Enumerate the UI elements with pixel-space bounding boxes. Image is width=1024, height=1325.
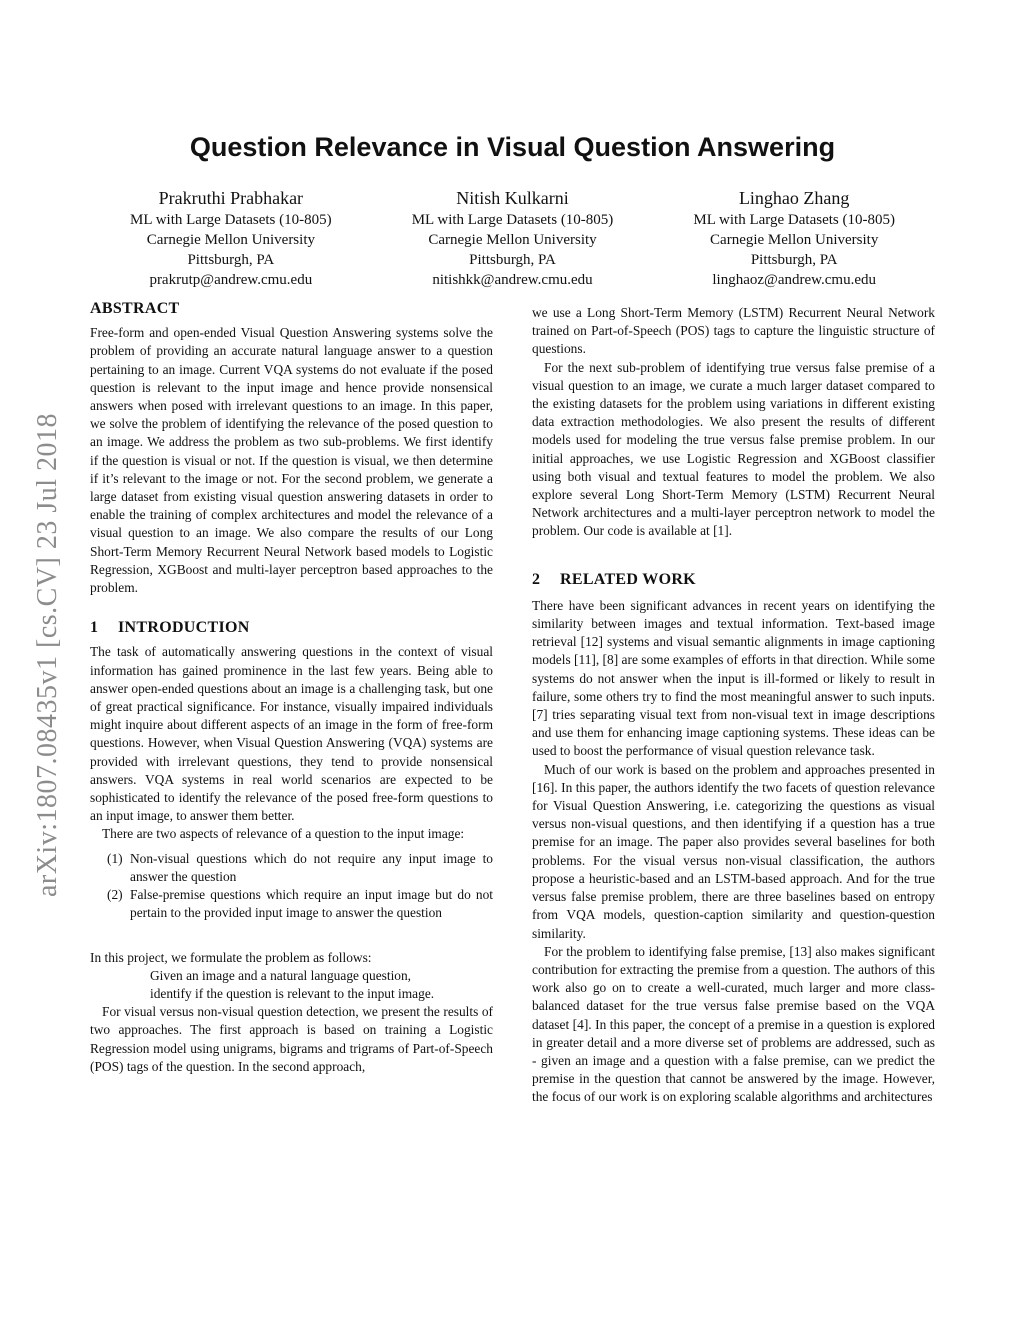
author-2 (372, 186, 654, 290)
problem-statement-quote: Given an image and a natural language question, identify if the question is relevant to the input image. (150, 967, 435, 1001)
author-location: Pittsburgh, PA (469, 252, 556, 268)
abstract-text: Free-form and open-ended Visual Question Answering systems solve the problem of providing an accurate natural language answer to a question pertaining to an image. Current VQA systems do not evaluate if the posed question is relevant to the input image and hence provide nonsensical answers when posed with irrelevant questions to an image. In this paper, we solve the problem of identifying the relevance of the posed question to an image. We address the problem as two sub-problems. We first identify if the question is visual or not. If the question is visual, we then determine if it’s relevant to the image or not. For the second problem, we generate a large dataset from existing visual question answering datasets in order to enable the training of complex architectures and model the relevance of a visual question to an image. We also compare the results of our Long Short-Term Memory Recurrent Neural Network based models to Logistic Regression, XGBoost and multi-layer perceptron based approaches to the problem. (90, 325, 493, 596)
intro-paragraph-2: There are two aspects of relevance of a question to the input image: (102, 826, 465, 842)
related-paragraph-3: For the problem to identifying false premise, [13] also makes significant contribution for extracting the premise from a question. The authors of this work also go on to create a well-curated, much larger and more class-balanced dataset for the true versus false premise based on the VQA dataset [4]. In this paper, the concept of a premise in a question is explored in greater detail and a more diverse set of problems are addressed, such as - given an image and a question with a false premise, can we predict the premise in the question that cannot be answered by the image. However, the focus of our work is on exploring scalable algorithms and architectures (532, 943, 935, 1105)
author-name: Prakruthi Prabhakar (158, 188, 304, 208)
author-3 (653, 186, 935, 290)
list-marker: (2) (107, 887, 123, 903)
section-title: INTRODUCTION (118, 619, 250, 637)
paper-title: Question Relevance in Visual Question Answering (189, 132, 836, 162)
list-item (90, 886, 493, 922)
author-location: Pittsburgh, PA (187, 252, 275, 268)
author-name: Nitish Kulkarni (456, 188, 569, 208)
intro-paragraph-1: The task of automatically answering questions in the context of visual information has gained prominence in the last few years. Being able to answer open-ended questions about an image is a challenging task, but one of great practical significance. For instance, visually impaired individuals might inquire about different aspects of an image in the form of free-form questions. However, when Visual Question Answering (VQA) systems are provided with irrelevant questions, they tend to provide nonsensical answers. VQA systems in real world scenarios are expected to be sophisticated to identify the relevance of the posed free-form questions to an input image, to answer them better. (90, 644, 493, 824)
arxiv-id-text: arXiv:1807.08435v1 [cs.CV] 23 Jul 2018 (32, 412, 64, 898)
author-course: ML with Large Datasets (10-805) (693, 212, 895, 228)
left-column (90, 300, 493, 1076)
section-heading-introduction (90, 619, 493, 637)
author-email: prakrutp@andrew.cmu.edu (149, 272, 313, 288)
related-paragraph-1: There have been significant advances in recent years on identifying the similarity between images and textual information. Text-based image retrieval [12] systems and visual semantic alignments in image captioning models [11], [8] are some examples of efforts in that direction. While some systems do not answer when the input is ill-formed or likely to result in failure, some others try to find the most meaningful answer to such inputs. [7] tries separating visual text from non-visual text in image descriptions and use them for enhancing image captioning systems. These ideas can be used to boost the performance of visual question relevance task. (532, 597, 935, 759)
author-course: ML with Large Datasets (10-805) (130, 212, 332, 228)
author-affiliation: Carnegie Mellon University (146, 232, 315, 248)
author-course: ML with Large Datasets (10-805) (411, 212, 614, 228)
relevance-aspects-list (90, 850, 493, 923)
list-item-text: Non-visual questions which do not require any input image to answer the question (130, 850, 493, 884)
related-paragraph-2: Much of our work is based on the problem and approaches presented in [16]. In this paper, the authors identify the two facets of question relevance for Visual Question Answering, i.e. categorizing the questions as visual versus non-visual questions, and then identifying if a question has a true premise for an image. The paper also provides several baselines for both problems. For the visual versus non-visual classification, the authors propose a heuristic-based and an LSTM-based approach. And for the true versus false premise problem, there are three baselines based on entropy from VQA models, question-caption similarity and question-question similarity. (532, 761, 935, 941)
spacer (90, 923, 493, 949)
abstract-heading: ABSTRACT (90, 300, 180, 317)
author-affiliation: Carnegie Mellon University (710, 232, 879, 248)
list-item-text: False-premise questions which require an input image but do not pertain to the provided input image to answer the question (130, 887, 493, 921)
author-location: Pittsburgh, PA (750, 252, 838, 268)
section-heading-related-work (532, 571, 935, 589)
list-marker: (1) (107, 850, 123, 866)
author-1 (90, 186, 372, 290)
author-email: linghaoz@andrew.cmu.edu (712, 272, 876, 288)
intro-paragraph-4: For visual versus non-visual question detection, we present the results of two approaches. The first approach is based on training a Logistic Regression model using unigrams, bigrams and trigrams of Part-of-Speech (POS) tags of the question. In the second approach, (90, 1004, 493, 1074)
author-email: nitishkk@andrew.cmu.edu (432, 272, 593, 288)
author-block (90, 186, 935, 290)
right-column (532, 304, 935, 1107)
section-number: 2 (532, 570, 541, 588)
section-title: RELATED WORK (560, 570, 696, 588)
intro-paragraph-6: For the next sub-problem of identifying true versus false premise of a visual question to an image, we curate a much larger dataset compared to the existing datasets for the problem using variations in different existing data extraction methodologies. We also present the results of different models used for modeling the true versus false premise problem. In our initial approaches, we use Logistic Regression and XGBoost classifier using both visual and textual features to model the problem. We also explore several Long Short-Term Memory (LSTM) Recurrent Neural Network architectures and a multi-layer perceptron network to model the problem. Our code is available at [1]. (532, 359, 935, 539)
intro-paragraph-5: we use a Long Short-Term Memory (LSTM) Recurrent Neural Network trained on Part-of-Speech (POS) tags to capture the linguistic structure of questions. (532, 305, 935, 357)
intro-paragraph-3: In this project, we formulate the problem as follows: (90, 949, 372, 965)
section-number: 1 (90, 619, 99, 637)
list-item (90, 850, 493, 886)
arxiv-identifier-stamp (28, 365, 68, 945)
author-name: Linghao Zhang (738, 188, 850, 208)
author-affiliation: Carnegie Mellon University (428, 232, 597, 248)
